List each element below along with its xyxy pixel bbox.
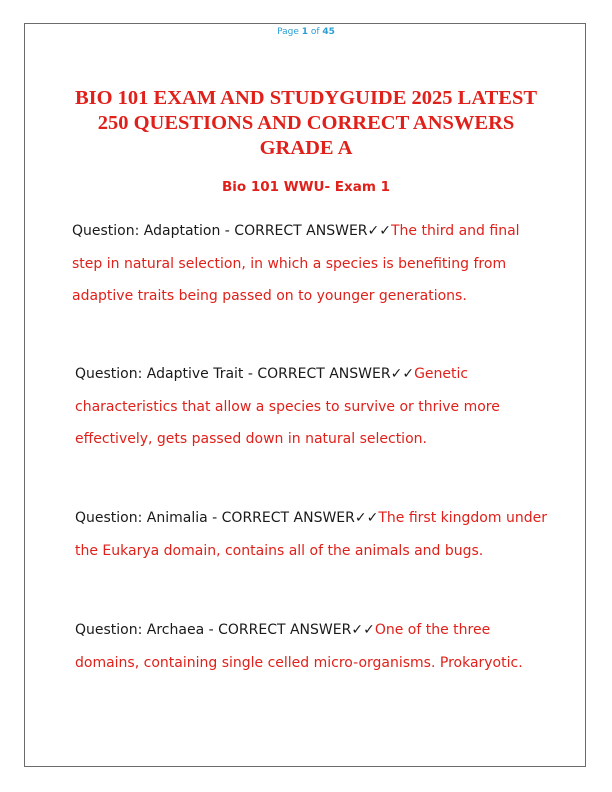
qa-question: Question: Adaptive Trait - CORRECT ANSWER <box>75 366 391 382</box>
double-check-icon: ✓✓ <box>354 510 379 526</box>
qa-answer: One of the three domains, containing single celled micro-organisms. Prokaryotic. <box>75 622 523 671</box>
double-check-icon: ✓✓ <box>351 622 375 638</box>
double-check-icon: ✓✓ <box>367 223 391 239</box>
qa-item-adaptive-trait <box>75 358 553 456</box>
qa-item-adaptation <box>72 215 550 313</box>
double-check-icon: ✓✓ <box>390 366 415 382</box>
page-counter-current: 1 <box>301 27 308 37</box>
page-counter-total: 45 <box>322 27 335 37</box>
qa-question: Question: Animalia - CORRECT ANSWER <box>75 510 355 526</box>
qa-item-archaea <box>75 614 553 679</box>
page-counter-prefix: Page <box>277 27 302 37</box>
page-counter <box>0 27 612 37</box>
qa-question: Question: Adaptation - CORRECT ANSWER <box>72 223 368 239</box>
qa-answer: Genetic characteristics that allow a species to survive or thrive more effectively, gets passed down in natural selection. <box>75 366 500 447</box>
qa-answer: The first kingdom under the Eukarya domain, contains all of the animals and bugs. <box>75 510 547 559</box>
qa-item-animalia <box>75 502 553 567</box>
page-counter-separator: of <box>307 27 323 37</box>
document-subtitle: Bio 101 WWU- Exam 1 <box>221 179 391 195</box>
qa-answer: The third and final step in natural selection, in which a species is benefiting from adaptive traits being passed on to younger generations. <box>72 223 520 304</box>
document-title: BIO 101 EXAM AND STUDYGUIDE 2025 LATEST 250 QUESTIONS AND CORRECT ANSWERS GRADE A <box>74 87 538 159</box>
qa-question: Question: Archaea - CORRECT ANSWER <box>75 622 352 638</box>
